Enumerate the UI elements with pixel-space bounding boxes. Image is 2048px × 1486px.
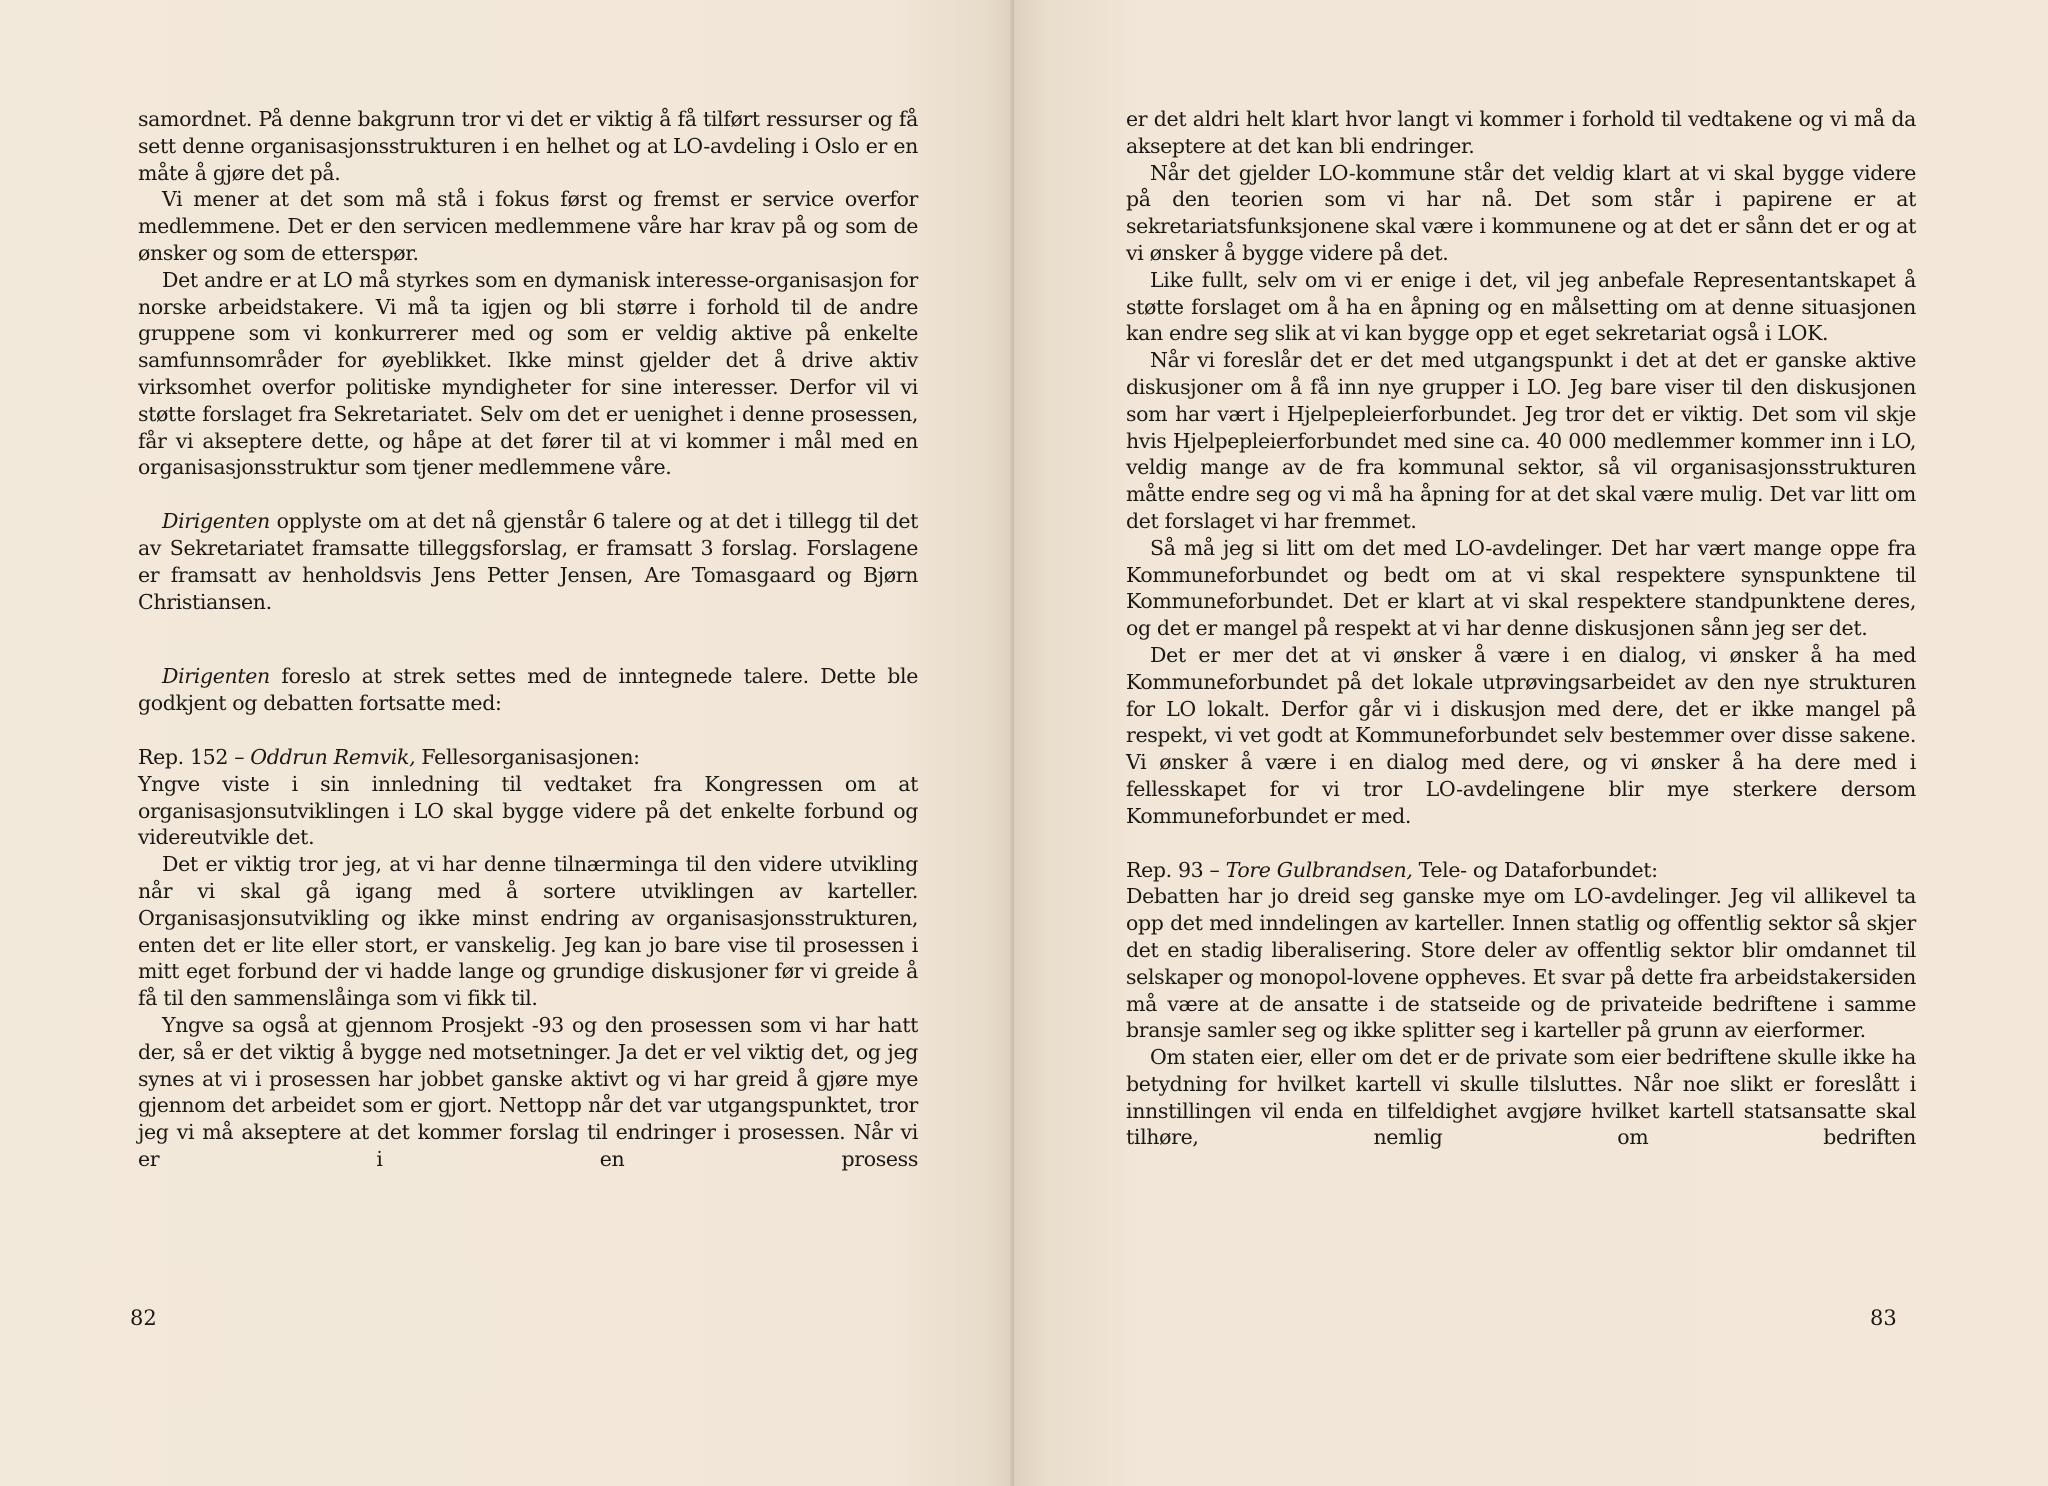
page-number: 83 <box>1870 1306 1897 1330</box>
speaker-name: Dirigenten <box>162 509 270 534</box>
speaker-heading <box>1126 857 1916 884</box>
paragraph-text: foreslo at strek settes med de inntegnede talere. Dette ble godkjent og debatten fortsatte med: <box>138 664 918 716</box>
paragraph-text: opplyste om at det nå gjenstår 6 talere og at det i tillegg til det av Sekretariatet framsatte tilleggsforslag, er framsatt 3 forslag. Forslagene er framsatt av henholdsvis Jens Petter Jensen, Are Tomasgaard og Bjørn Christiansen. <box>138 509 918 614</box>
paragraph: Det andre er at LO må styrkes som en dymanisk interesse-organisasjon for norske arbeidstakere. Vi må ta igjen og bli større i forhold til de andre gruppene som vi konkurrerer med og som er veldig aktive på enkelte samfunnsområder for øyeblikket. Ikke minst gjelder det å drive aktiv virksomhet overfor politiske myndigheter for sine interesser. Derfor vil vi støtte forslaget fra Sekretariatet. Selv om det er uenighet i denne prosessen, får vi akseptere dette, og håpe at det fører til at vi kommer i mål med en organisasjonsstruktur som tjener medlemmene våre. <box>138 267 918 480</box>
paragraph: er det aldri helt klart hvor langt vi kommer i forhold til vedtakene og vi må da akseptere at det kan bli endringer. <box>1126 107 1916 158</box>
paragraph: Debatten har jo dreid seg ganske mye om LO-avdelinger. Jeg vil allikevel ta opp det med inndelingen av karteller. Innen statlig og offentlig sektor så skjer det en stadig liberalisering. Store deler av offentlig sektor blir omdannet til selskaper og monopol-lovene oppheves. Et svar på dette fra arbeidstakersiden må være at de ansatte i de statseide og de privateide bedriftene i samme bransje samler seg og ikke splitter seg i karteller på grunn av eierformer. <box>1126 884 1916 1043</box>
dirigent-paragraph <box>138 508 918 615</box>
right-page-text <box>1126 106 1916 1151</box>
paragraph: Så må jeg si litt om det med LO-avdelinger. Det har vært mange oppe fra Kommuneforbundet og bedt om at vi skal respektere synspunktene til Kommuneforbundet. Det er klart at vi skal respektere standpunktene deres, og det er mangel på respekt at vi har denne diskusjonen sånn jeg ser det. <box>1126 535 1916 641</box>
paragraph: Det er mer det at vi ønsker å være i en dialog, vi ønsker å ha med Kommuneforbundet på det lokale utprøvingsarbeidet av den nye strukturen for LO lokalt. Derfor går vi i diskusjon med dere, det er ikke mangel på respekt, vi vet godt at Kommuneforbundet selv bestemmer over disse sakene. Vi ønsker å være i en dialog med dere, og vi ønsker å ha dere med i fellesskapet for vi tror LO-avdelingene blir mye sterkere dersom Kommuneforbundet er med. <box>1126 642 1916 828</box>
rep-number: Rep. 152 – <box>138 744 251 769</box>
paragraph: Vi mener at det som må stå i fokus først og fremst er service overfor medlemmene. Det er den servicen medlemmene våre har krav på og som de ønsker og som de etterspør. <box>138 187 918 265</box>
left-page <box>0 0 1014 1486</box>
paragraph: Yngve sa også at gjennom Prosjekt -93 og den prosessen som vi har hatt der, så er det viktig å bygge ned motsetninger. Ja det er vel viktig det, og jeg synes at vi i prosessen har jobbet ganske aktivt og vi har greid å gjøre mye gjennom det arbeidet som er gjort. Nettopp når det var utgangspunktet, tror jeg vi må akseptere at det kommer forslag til endringer i prosessen. Når vi er i en prosess <box>138 1012 918 1171</box>
dirigent-paragraph <box>138 663 918 717</box>
rep-number: Rep. 93 – <box>1126 857 1226 882</box>
paragraph: Når det gjelder LO-kommune står det veldig klart at vi skal bygge videre på den teorien som vi har nå. Det som står i papirene er at sekretariatsfunksjonene skal være i kommunene og at det er sånn det er og at vi ønsker å bygge videre på det. <box>1126 160 1916 265</box>
speaker-name: Oddrun Remvik, <box>250 744 416 769</box>
paragraph: Når vi foreslår det er det med utgangspunkt i det at det er ganske aktive diskusjoner om å få inn nye grupper i LO. Jeg bare viser til den diskusjonen som har vært i Hjelpepleierforbundet. Jeg tror det er viktig. Det som vil skje hvis Hjelpepleierforbundet med sine ca. 40 000 medlemmer kommer inn i LO, veldig mange av de fra kommunal sektor, så vil organisasjonsstrukturen måtte endre seg og vi må ha åpning for at det skal være mulig. Det var litt om det forslaget vi har fremmet. <box>1126 348 1916 533</box>
left-page-text <box>138 106 918 1173</box>
paragraph: Yngve viste i sin innledning til vedtaket fra Kongressen om at organisasjonsutviklingen i LO skal bygge videre på det enkelte forbund og videreutvikle det. <box>138 771 918 850</box>
paragraph: Om staten eier, eller om det er de private som eier bedriftene skulle ikke ha betydning for hvilket kartell vi skulle tilsluttes. Når noe slikt er foreslått i innstillingen vil enda en tilfeldighet avgjøre hvilket kartell statsansatte skal tilhøre, nemlig om bedriften <box>1126 1045 1916 1150</box>
page-number: 82 <box>130 1306 157 1330</box>
paragraph: Like fullt, selv om vi er enige i det, vil jeg anbefale Representantskapet å støtte forslaget om å ha en åpning og en målsetting om at denne situasjonen kan endre seg slik at vi kan bygge opp et eget sekretariat også i LOK. <box>1126 267 1916 346</box>
paragraph: Det er viktig tror jeg, at vi har denne tilnærminga til den videre utvikling når vi skal gå igang med å sortere utviklingen av karteller. Organisasjonsutvikling og ikke minst endring av organisasjonsstrukturen, enten det er lite eller stort, er vanskelig. Jeg kan jo bare vise til prosessen i mitt eget forbund der vi hadde lange og grundige diskusjoner før vi greide å få til den sammenslåinga som vi fikk til. <box>138 852 918 1011</box>
speaker-organisation: Tele- og Dataforbundet: <box>1412 857 1658 882</box>
speaker-name: Dirigenten <box>162 664 270 689</box>
speaker-organisation: Fellesorganisasjonen: <box>415 744 640 769</box>
right-page <box>1014 0 2048 1486</box>
paragraph: samordnet. På denne bakgrunn tror vi det er viktig å få tilført ressurser og få sett denne organisasjonsstrukturen i en helhet og at LO-avdeling i Oslo er en måte å gjøre det på. <box>138 107 918 185</box>
speaker-name: Tore Gulbrandsen, <box>1225 857 1413 882</box>
speaker-heading <box>138 744 918 771</box>
